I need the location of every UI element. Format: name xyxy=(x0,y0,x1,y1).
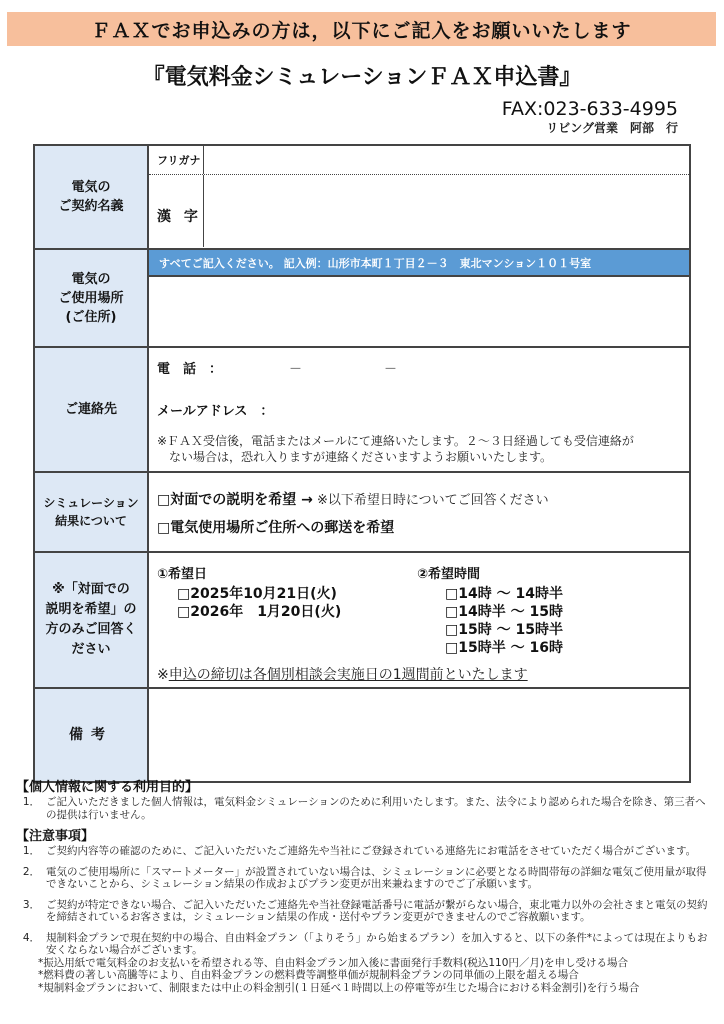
fax-recipient: リビング営業 阿部 行 xyxy=(546,121,678,135)
note-line: ※ＦＡＸ受信後，電話またはメールにて連絡いたします。２～３日経過しても受信連絡が xyxy=(157,434,634,448)
option-label: □対面での説明を希望 → xyxy=(157,492,313,508)
condition-item: *規制料金プランにおいて、制限または中止の料金割引(１日延べ１時間以上の停電等が生じた場合における料金割引)を行う場合 xyxy=(38,981,640,994)
item-text: ご契約が特定できない場合、ご記入いただいたご連絡先や当社登録電話番号に電話が繋がらない場合，東北電力以外の会社さまと電気の契約を締結されているお客さまは，シミュレーション結果の作成・送付やプラン変更ができませんのでご容赦願います。 xyxy=(46,898,708,923)
item-number: 1． xyxy=(22,796,40,808)
note-item xyxy=(16,845,716,858)
checkbox-mail[interactable]: □電気使用場所ご住所への郵送を希望 xyxy=(157,520,395,536)
label-line: ※「対面での xyxy=(52,582,130,597)
label-schedule xyxy=(35,553,149,687)
label-line: ご契約名義 xyxy=(58,199,124,214)
condition-item: *燃料費の著しい高騰等により、自由料金プランの燃料費等調整単価が規制料金プランの同単価の上限を超える場合 xyxy=(38,969,579,981)
note-item xyxy=(16,899,716,924)
address-instruction: すべてご記入ください。 記入例：山形市本町１丁目２－３ 東北マンション１０１号室 xyxy=(149,250,689,277)
deadline-prefix: ※ xyxy=(157,667,169,683)
label-line: ご使用場所 xyxy=(58,290,124,306)
label-line: 説明を希望」の xyxy=(45,602,137,617)
checkbox-time-3[interactable]: □15時 ～ 15時半 xyxy=(445,622,563,638)
instruction-banner: ＦＡＸでお申込みの方は，以下にご記入をお願いいたします xyxy=(7,12,716,46)
time-heading: ②希望時間 xyxy=(417,567,481,582)
note-item xyxy=(16,866,716,891)
phone-field[interactable] xyxy=(229,354,529,376)
label-line: ださい xyxy=(71,642,111,657)
document-title: 『電気料金シミュレーションＦＡＸ申込書』 xyxy=(142,65,582,90)
item-text: ご契約内容等の確認のために、ご記入いただいたご連絡先や当社にご登録されている連絡先にお電話をさせていただく場合がございます。 xyxy=(46,845,697,857)
item-number: 4． xyxy=(22,931,40,944)
remarks-field[interactable] xyxy=(149,689,689,781)
notes-heading: 【注意事項】 xyxy=(16,829,95,844)
phone-label: 電 話 ： xyxy=(157,362,223,377)
furigana-field[interactable] xyxy=(204,146,689,174)
email-label: メールアドレス ： xyxy=(157,404,274,419)
item-text: 電気のご使用場所に「スマートメーター」が設置されていない場合は、シミュレーションに必要となる時間帯毎の詳細な電気ご使用量が取得できないことから、シミュレーション結果の作成およびプラン変更が出来兼ねますのでご了承願います。 xyxy=(46,865,707,890)
item-text: ご記入いただきました個人情報は，電気料金シミュレーションのために利用いたします。また、法令により認められた場合を除き、第三者への提供は行いません。 xyxy=(46,796,706,821)
row-remarks xyxy=(35,687,689,781)
label-address xyxy=(35,250,149,346)
row-address xyxy=(35,248,689,346)
label-remarks: 備考 xyxy=(35,689,149,781)
checkbox-face-to-face[interactable] xyxy=(157,489,549,509)
option-note: ※以下希望日時についてご回答ください xyxy=(312,493,549,508)
address-field[interactable] xyxy=(149,277,689,344)
deadline-text: 申込の締切は各個別相談会実施日の1週間前といたします xyxy=(168,667,528,683)
privacy-item xyxy=(16,796,716,821)
row-schedule xyxy=(35,551,689,687)
label-line: 電気の xyxy=(71,271,111,287)
label-contact: ご連絡先 xyxy=(35,348,149,471)
kanji-label: 漢 字 xyxy=(149,175,204,247)
condition-item: *振込用紙で電気料金のお支払いを希望される等、自由料金プラン加入後に書面発行手数料(税込110円／月)を申し受ける場合 xyxy=(38,956,628,969)
row-result xyxy=(35,471,689,551)
checkbox-time-2[interactable]: □14時半 ～ 15時 xyxy=(445,604,563,620)
kanji-name-field[interactable] xyxy=(204,175,689,247)
furigana-label: フリガナ xyxy=(149,146,204,174)
item-number: 3． xyxy=(22,898,40,911)
phone-separator: － xyxy=(289,362,303,377)
label-line: (ご住所) xyxy=(65,309,117,325)
item-number: 1． xyxy=(22,845,40,857)
checkbox-date-1[interactable]: □2025年10月21日(火) xyxy=(177,586,337,602)
application-form xyxy=(33,144,691,783)
deadline-note xyxy=(157,664,528,684)
note-item xyxy=(16,932,716,957)
footer-notes xyxy=(16,780,716,994)
checkbox-time-4[interactable]: □15時半 ～ 16時 xyxy=(445,640,563,656)
label-result xyxy=(35,473,149,551)
checkbox-time-1[interactable]: □14時 ～ 14時半 xyxy=(445,586,563,602)
label-line: 結果について xyxy=(55,514,127,528)
phone-separator: － xyxy=(384,362,398,377)
row-contract-name xyxy=(35,146,689,248)
contact-note xyxy=(157,433,692,465)
label-line: シミュレーション xyxy=(43,496,139,510)
fax-number: FAX:023-633-4995 xyxy=(501,98,678,120)
item-text: 規制料金プランで現在契約中の場合、自由料金プラン（「よりそう」から始まるプラン）を加入すると、以下の条件*によっては現在よりもお安くならない場合がございます。 xyxy=(46,931,708,956)
item-number: 2． xyxy=(22,865,40,878)
note-line: ない場合は，恐れ入りますが連絡くださいますようお願いいたします。 xyxy=(169,450,553,464)
label-line: 方のみご回答く xyxy=(45,622,137,637)
fax-info xyxy=(502,98,678,136)
privacy-heading: 【個人情報に関する利用目的】 xyxy=(16,780,199,795)
email-field[interactable] xyxy=(279,396,679,418)
label-line: 電気の xyxy=(71,180,111,195)
date-heading: ①希望日 xyxy=(157,567,208,582)
kanji-row xyxy=(149,175,689,247)
label-contract-name xyxy=(35,146,149,248)
furigana-row xyxy=(149,146,689,175)
row-contact xyxy=(35,346,689,471)
checkbox-date-2[interactable]: □2026年 1月20日(火) xyxy=(177,604,342,620)
